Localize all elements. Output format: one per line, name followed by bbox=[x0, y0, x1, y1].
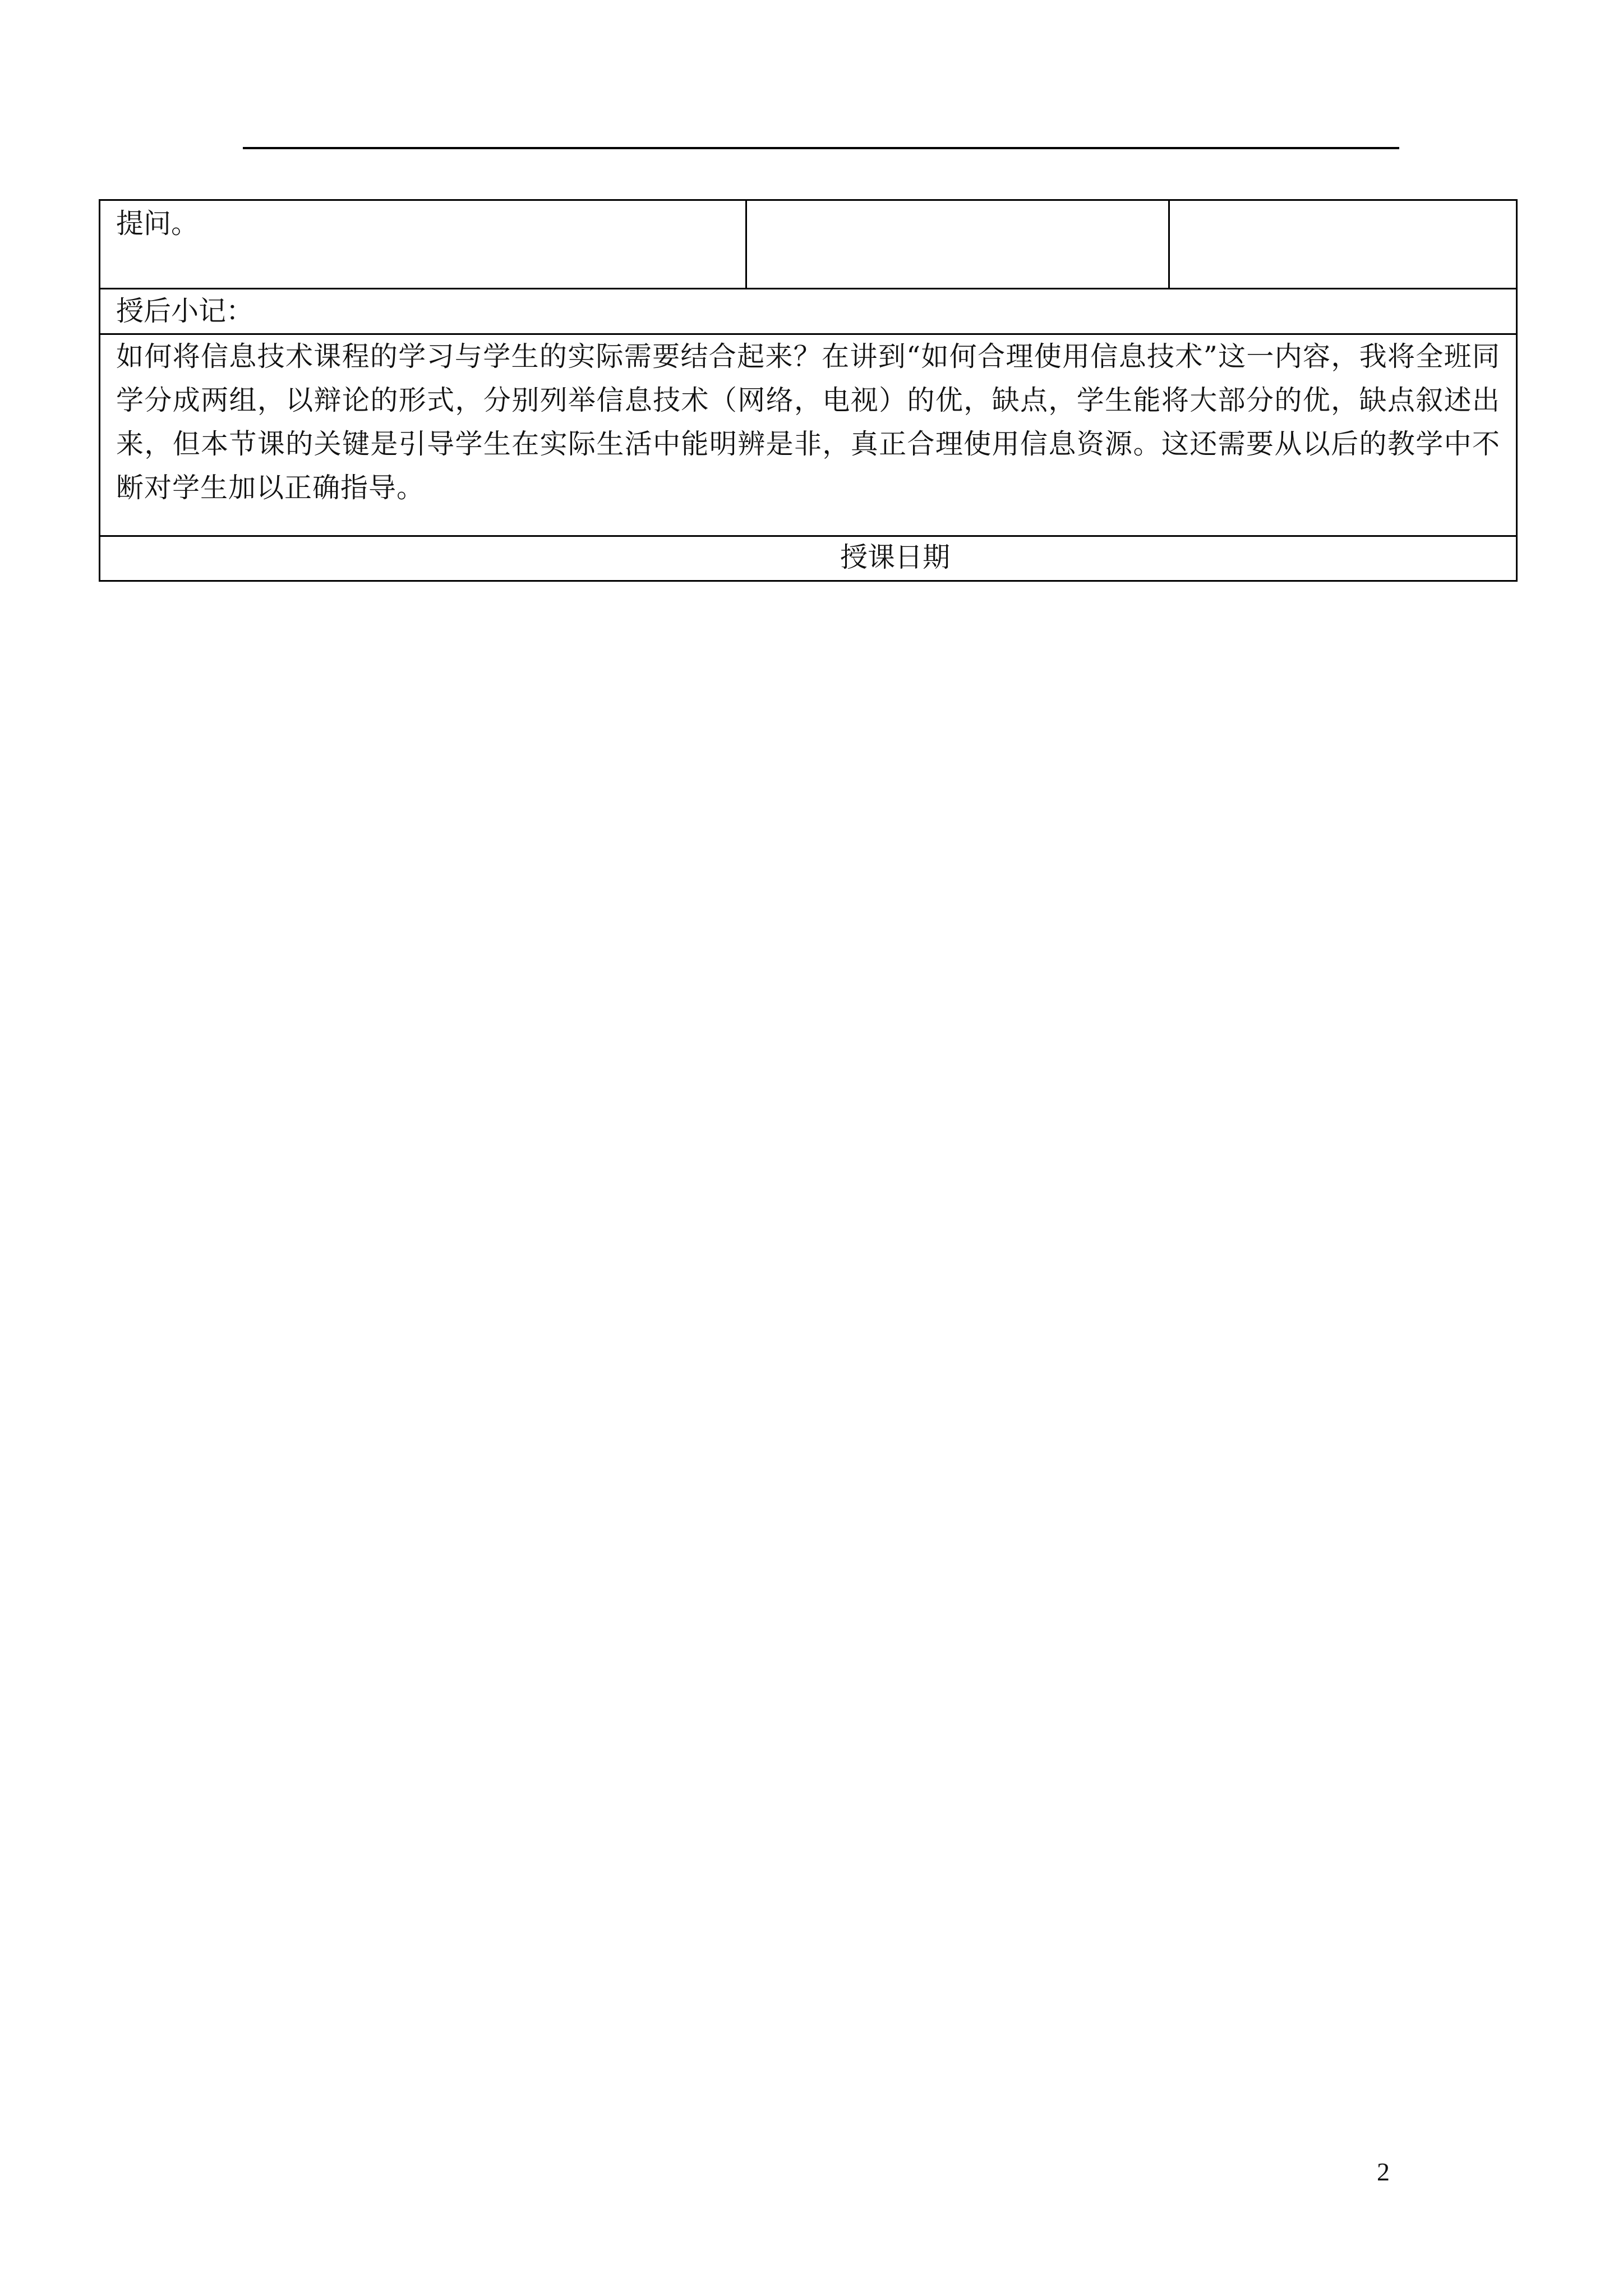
header-rule bbox=[243, 147, 1399, 149]
notes-heading-row bbox=[100, 289, 1517, 334]
notes-heading: 授后小记： bbox=[100, 289, 1517, 334]
question-cell: 提问。 bbox=[100, 200, 746, 289]
empty-cell bbox=[1169, 200, 1517, 289]
date-row bbox=[100, 536, 1517, 581]
notes-row bbox=[100, 334, 1517, 536]
question-row bbox=[100, 200, 1517, 289]
page-number: 2 bbox=[1377, 2157, 1390, 2186]
teaching-date-label: 授课日期 bbox=[840, 541, 950, 573]
lesson-table bbox=[99, 199, 1518, 582]
empty-cell bbox=[746, 200, 1169, 289]
notes-text: 如何将信息技术课程的学习与学生的实际需要结合起来？在讲到“如何合理使用信息技术”这一内容，我将全班同学分成两组，以辩论的形式，分别列举信息技术（网络，电视）的优，缺点，学生能将大部分的优，缺点叙述出来，但本节课的关键是引导学生在实际生活中能明辨是非，真正合理使用信息资源。这还需要从以后的教学中不断对学生加以正确指导。 bbox=[100, 334, 1517, 536]
